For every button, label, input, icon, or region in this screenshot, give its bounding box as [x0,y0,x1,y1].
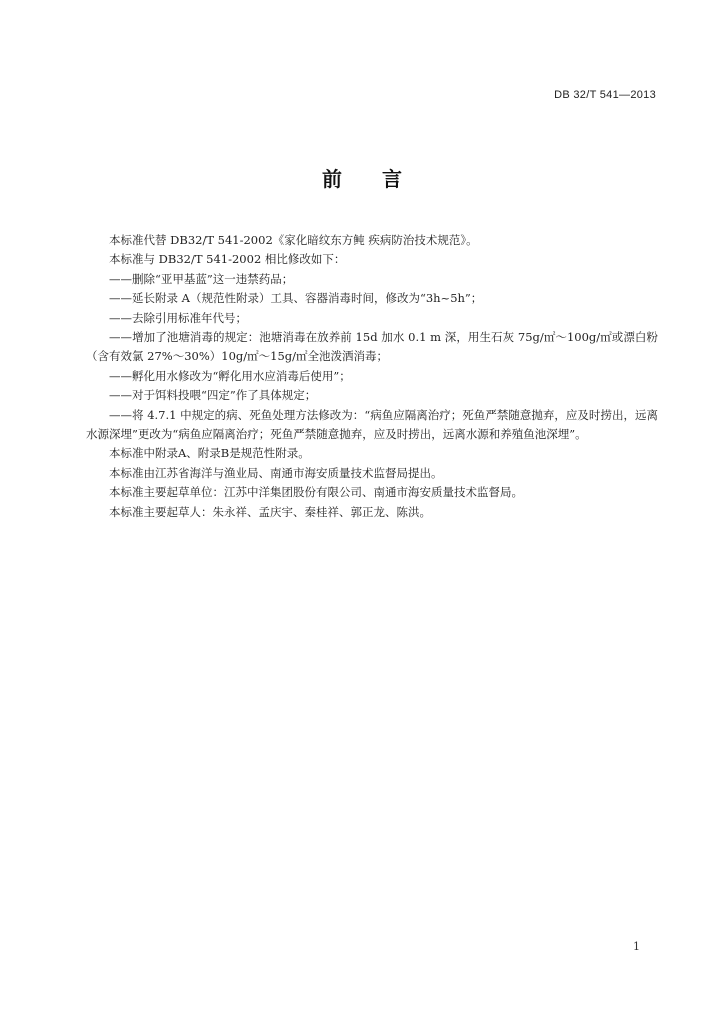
change-item: ——去除引用标准年代号； [109,310,247,325]
page-title [0,163,724,192]
change-item: ——删除“亚甲基蓝”这一违禁药品； [109,271,294,286]
paragraph-drafting-units: 本标准主要起草单位：江苏中洋集团股份有限公司、南通市海安质量技术监督局。 [109,485,523,500]
paragraph-changes-intro: 本标准与 DB32/T 541-2002 相比修改如下： [109,252,346,267]
paragraph-proposer: 本标准由江苏省海洋与渔业局、南通市海安质量技术监督局提出。 [109,465,443,480]
change-item: ——增加了池塘消毒的规定：池塘消毒在放养前 15d 加水 0.1 m 深，用生石灰 75g/㎡～100g/㎡或漂白粉（含有效氯 27%～30%）10g/㎡～15g/㎡全池泼洒消毒； [86,330,658,364]
paragraph-drafters: 本标准主要起草人：朱永祥、孟庆宇、秦桂祥、郭正龙、陈洪。 [109,504,431,519]
title-char-2: 言 [382,167,402,191]
change-item: ——孵化用水修改为“孵化用水应消毒后使用”； [109,368,351,383]
paragraph-replaces: 本标准代替 DB32/T 541-2002《家化暗纹东方鲀 疾病防治技术规范》。 [109,233,478,247]
change-item: ——将 4.7.1 中规定的病、死鱼处理方法修改为：“病鱼应隔离治疗；死鱼严禁随意抛弃，应及时捞出，远离水源深埋”更改为“病鱼应隔离治疗；死鱼严禁随意抛弃，应及时捞出，远离水源和养殖鱼池深埋”。 [86,407,658,442]
change-item: ——对于饵料投喂“四定”作了具体规定； [109,388,317,403]
page-number: 1 [633,940,640,953]
title-char-1: 前 [322,167,342,191]
change-item: ——延长附录 A（规范性附录）工具、容器消毒时间，修改为“3h~5h”； [109,291,483,306]
standard-code: DB 32/T 541—2013 [554,89,656,101]
paragraph-annex: 本标准中附录A、附录B是规范性附录。 [109,446,310,461]
foreword-body [86,231,658,522]
